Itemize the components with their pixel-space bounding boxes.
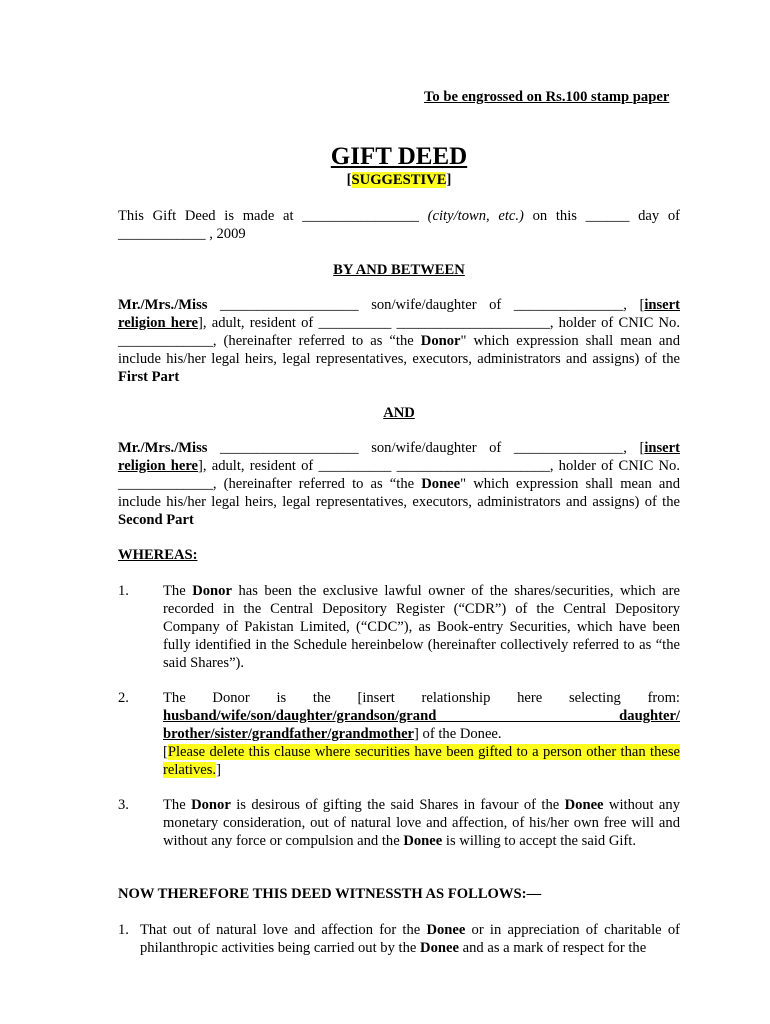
whereas-item-3-number: 3. [118, 797, 129, 813]
subtitle-open-bracket: [ [346, 172, 352, 188]
whereas-2-line-3-rest: ] of the Donee. [414, 726, 502, 742]
witnesseth-1-text-e: and as a mark of respect for the [458, 940, 647, 956]
subtitle-close-bracket: ] [446, 172, 452, 188]
by-and-between-heading: BY AND BETWEEN [333, 262, 465, 278]
witnesseth-1-donee-2: Donee [420, 940, 459, 956]
intro-line-2: ____________ , 2009 [118, 226, 246, 242]
donor-text-c: " which expression shall mean and include his/her legal heirs, legal representatives, executors, administrators and assigns) of the [118, 333, 680, 367]
whereas-item-1-number: 1. [118, 583, 129, 599]
whereas-3-text-a: The [163, 797, 192, 813]
donee-paragraph [118, 439, 680, 529]
intro-line-1 [118, 207, 680, 225]
note-open-bracket: [ [163, 744, 168, 760]
whereas-1-text-a: The [163, 583, 193, 599]
donee-religion: religion here [118, 458, 199, 474]
donor-part: First Part [118, 369, 180, 385]
whereas-3-text-c: is desirous of gifting the said Shares in favour of the [230, 797, 565, 813]
witnesseth-heading: NOW THEREFORE THIS DEED WITNESSTH AS FOLLOWS:— [118, 886, 542, 902]
suggestive-label: SUGGESTIVE [351, 172, 447, 188]
whereas-item-2-number: 2. [118, 690, 129, 706]
document-subtitle [0, 171, 770, 189]
witnesseth-item-1 [118, 921, 680, 956]
donor-role: Donor [420, 333, 461, 349]
donor-text-a: ___________________ son/wife/daughter of _______________, [ [220, 297, 645, 313]
intro-city-hint: (city/town, etc.) [427, 208, 524, 224]
whereas-2-note [163, 743, 680, 779]
whereas-2-line-1-text: The Donor is the [insert relationship here selecting from: [163, 690, 680, 706]
donee-prefix: Mr./Mrs./Miss [118, 440, 208, 456]
donee-part: Second Part [118, 512, 194, 528]
whereas-1-text-c: has been the exclusive lawful owner of the shares/securities, which are recorded in the Central Depository Register (“CDR”) of the Central Depository Company of Pakistan Limited, (“CDC”), as Book-entry Securities, which have been fully identified in the Schedule hereinbelow (hereinafter collectively referred to as “the said Shares”). [163, 583, 680, 671]
whereas-item-3 [163, 796, 680, 850]
intro-text-a: This Gift Deed is made at ________________ [118, 208, 419, 224]
donor-paragraph [118, 296, 680, 386]
stamp-paper-note: To be engrossed on Rs.100 stamp paper [424, 89, 670, 105]
donor-religion: religion here [118, 315, 199, 331]
whereas-2-relations: brother/sister/grandfather/grandmother [163, 726, 415, 742]
donee-insert: insert [644, 440, 680, 456]
whereas-3-donor: Donor [191, 797, 231, 813]
and-heading: AND [383, 405, 415, 421]
donee-text-a: ___________________ son/wife/daughter of _______________, [ [220, 440, 645, 456]
whereas-item-1 [163, 582, 680, 672]
whereas-2-note-text: Please delete this clause where securities have been gifted to a person other than these relatives. [163, 744, 680, 778]
whereas-3-text-g: is willing to accept the said Gift. [442, 833, 636, 849]
donor-text-b: ], adult, resident of __________ _____________________, holder of CNIC No. _____________, (hereinafter referred to as “the [118, 315, 680, 349]
whereas-1-donor: Donor [192, 583, 232, 599]
intro-paragraph [118, 207, 680, 243]
witnesseth-item-1-text [140, 921, 680, 957]
witnesseth-1-text-a: That out of natural love and affection for the [140, 922, 427, 938]
whereas-3-text-e: without any monetary consideration, out of natural love and affection, of his/her own free will and without any force or compulsion and the [163, 797, 680, 849]
witnesseth-item-1-number: 1. [118, 922, 129, 938]
whereas-3-donee: Donee [564, 797, 604, 813]
witnesseth-1-text-c: or in appreciation of charitable of philanthropic activities being carried out by the [140, 922, 680, 956]
note-close-bracket: ] [216, 762, 221, 778]
donee-text-b: ], adult, resident of __________ _____________________, holder of CNIC No. _____________, (hereinafter referred to as “the [118, 458, 680, 492]
donor-prefix: Mr./Mrs./Miss [118, 297, 208, 313]
whereas-2-line-3 [163, 725, 680, 743]
whereas-heading: WHEREAS: [118, 547, 198, 563]
whereas-2-line-2: husband/wife/son/daughter/grandson/grand daughter/ [163, 708, 680, 724]
donor-insert: insert [644, 297, 680, 313]
document-title: GIFT DEED [330, 143, 468, 170]
whereas-item-2 [163, 689, 680, 779]
intro-text-c: on this ______ day of [532, 208, 680, 224]
witnesseth-1-donee: Donee [426, 922, 466, 938]
donee-role: Donee [421, 476, 461, 492]
whereas-2-line-1 [163, 689, 680, 707]
whereas-3-donee-2: Donee [403, 833, 443, 849]
donee-text-c: " which expression shall mean and include his/her legal heirs, legal representatives, executors, administrators and assigns) of the [118, 476, 680, 510]
